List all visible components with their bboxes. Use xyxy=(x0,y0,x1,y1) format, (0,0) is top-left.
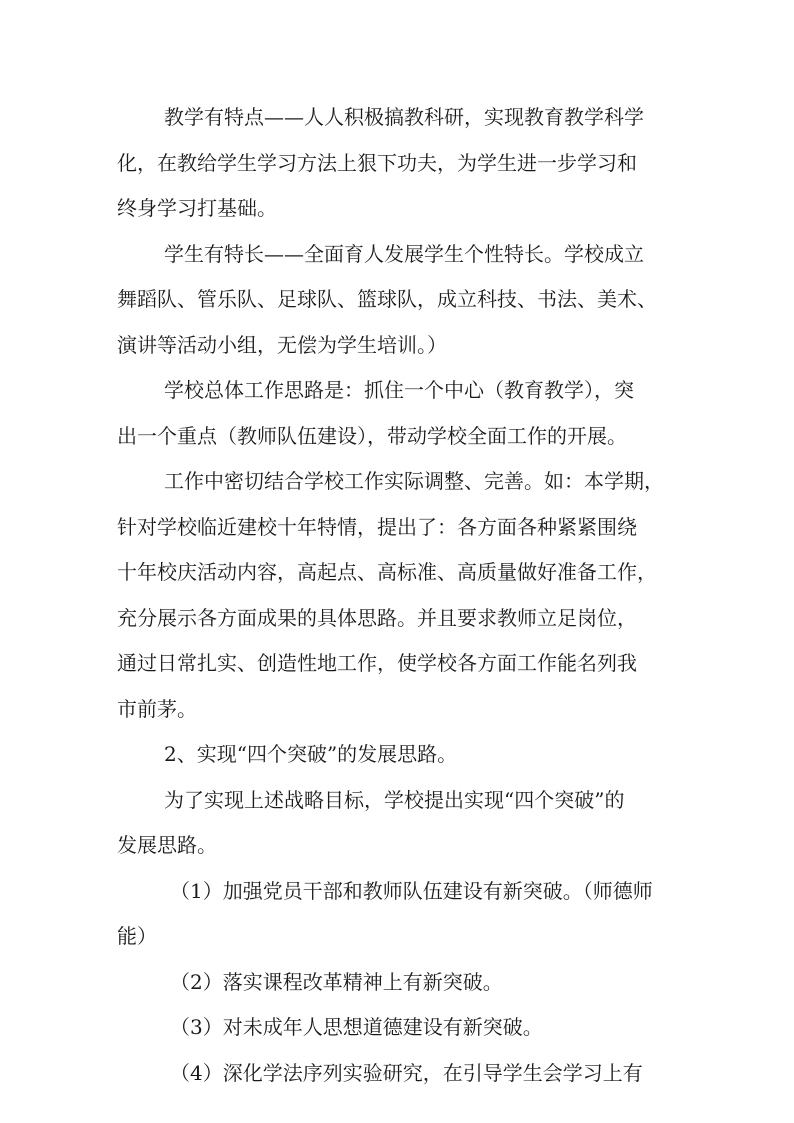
paragraph-line: 学生有特长——全面育人发展学生个性特长。学校成立 xyxy=(164,242,644,266)
paragraph-line: 市前茅。 xyxy=(117,697,197,721)
list-item: （3）对未成年人思想道德建设有新突破。 xyxy=(170,1015,543,1039)
paragraph-line: 为了实现上述战略目标，学校提出实现“四个突破”的 xyxy=(164,788,625,812)
section-heading: 2、实现“四个突破”的发展思路。 xyxy=(164,742,458,766)
paragraph-line: 通过日常扎实、创造性地工作，使学校各方面工作能名列我 xyxy=(117,651,637,675)
paragraph-line: 十年校庆活动内容，高起点、高标准、高质量做好准备工作， xyxy=(117,560,657,584)
paragraph-line: 化，在教给学生学习方法上狠下功夫，为学生进一步学习和 xyxy=(117,151,637,175)
paragraph-line: 充分展示各方面成果的具体思路。并且要求教师立足岗位， xyxy=(117,606,637,630)
paragraph-line: 终身学习打基础。 xyxy=(117,196,277,220)
paragraph-line: 针对学校临近建校十年特情，提出了：各方面各种紧紧围绕 xyxy=(117,515,637,539)
paragraph-line: 学校总体工作思路是：抓住一个中心（教育教学），突 xyxy=(164,378,634,402)
list-item: （4）深化学法序列实验研究，在引导学生会学习上有 xyxy=(170,1061,643,1085)
paragraph-line: 工作中密切结合学校工作实际调整、完善。如：本学期， xyxy=(164,469,664,493)
list-item: （2）落实课程改革精神上有新突破。 xyxy=(170,970,503,994)
list-item-continuation: 能） xyxy=(117,924,157,948)
paragraph-line: 教学有特点——人人积极搞教科研，实现教育教学科学 xyxy=(164,105,644,129)
paragraph-line: 舞蹈队、管乐队、足球队、篮球队，成立科技、书法、美术、 xyxy=(117,287,657,311)
paragraph-line: 发展思路。 xyxy=(117,833,217,857)
paragraph-line: 出一个重点（教师队伍建设），带动学校全面工作的开展。 xyxy=(117,424,627,448)
paragraph-line: 演讲等活动小组，无偿为学生培训。） xyxy=(117,333,447,357)
list-item: （1）加强党员干部和教师队伍建设有新突破。（师德师 xyxy=(170,879,653,903)
